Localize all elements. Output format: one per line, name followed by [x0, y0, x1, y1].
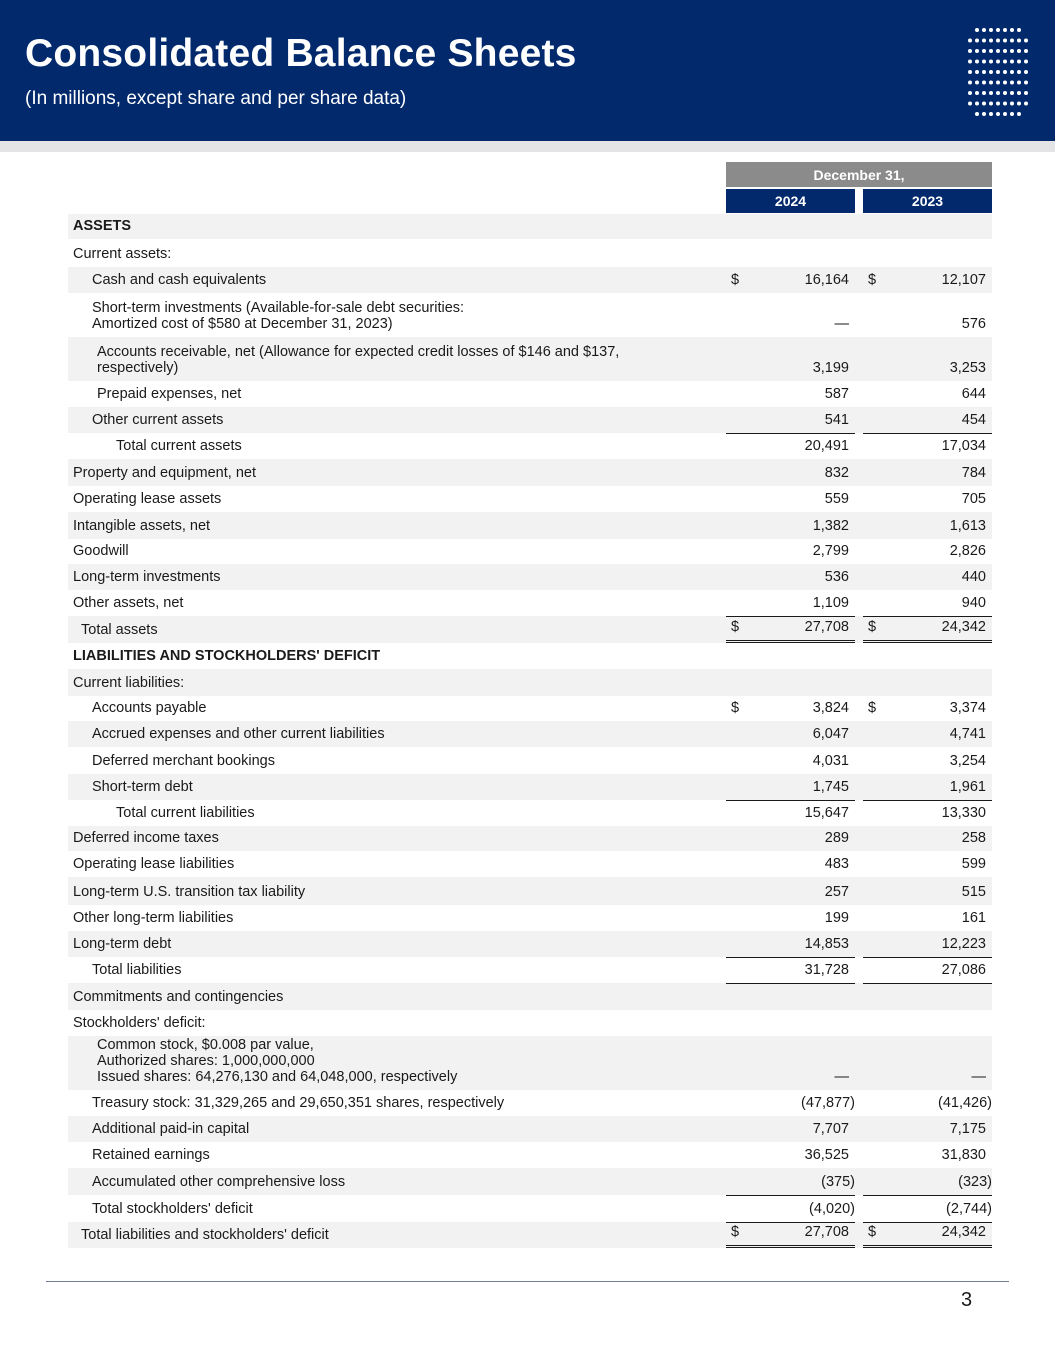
cell-value-2024	[726, 957, 855, 983]
cell-value-2024	[726, 696, 855, 721]
value-2023: 7,175	[949, 1121, 986, 1137]
value-2023: 454	[961, 412, 986, 428]
table-row	[68, 983, 992, 1010]
row-label: Accounts receivable, net (Allowance for expected credit losses of $146 and $137, respectively)	[97, 344, 620, 376]
row-label: Deferred income taxes	[73, 830, 219, 846]
cell-value-2023	[863, 1116, 992, 1142]
currency-2023: $	[868, 700, 877, 716]
row-label: Accrued expenses and other current liabilities	[92, 726, 385, 742]
table-row	[68, 1168, 992, 1195]
currency-2024: $	[731, 272, 740, 288]
value-2024: (4,020)	[809, 1201, 855, 1217]
cell-value-2023	[863, 747, 992, 774]
cell-value-2023	[863, 1010, 992, 1036]
table-row	[68, 721, 992, 747]
value-2024: 1,109	[812, 595, 849, 611]
header-banner	[0, 0, 1055, 141]
row-label: Operating lease assets	[73, 491, 222, 507]
value-2023: 258	[961, 830, 986, 846]
value-2024: 14,853	[804, 936, 849, 952]
row-label: Long-term debt	[73, 936, 172, 952]
cell-value-2023	[863, 696, 992, 721]
value-2024: 3,199	[812, 360, 849, 376]
cell-value-2024	[726, 214, 855, 239]
table-row	[68, 241, 992, 267]
row-label: Accounts payable	[92, 700, 207, 716]
value-2024: (375)	[821, 1174, 855, 1190]
cell-value-2024	[726, 407, 855, 433]
cell-value-2024	[726, 1010, 855, 1036]
table-row	[68, 747, 992, 774]
row-label: ASSETS	[73, 218, 132, 234]
table-row	[68, 1195, 992, 1222]
cell-value-2023	[863, 1090, 992, 1116]
column-header-2024: 2024	[726, 189, 855, 213]
currency-2024: $	[731, 700, 740, 716]
row-label: LIABILITIES AND STOCKHOLDERS' DEFICIT	[73, 648, 381, 664]
value-2023: (2,744)	[946, 1201, 992, 1217]
currency-2024: $	[731, 1224, 740, 1240]
value-2023: 940	[961, 595, 986, 611]
value-2023: 13,330	[941, 805, 986, 821]
value-2023: 3,374	[949, 700, 986, 716]
value-2023: 12,223	[941, 936, 986, 952]
table-row	[68, 407, 992, 433]
cell-value-2024	[726, 459, 855, 486]
value-2024: 587	[824, 386, 849, 402]
value-2024: 3,824	[812, 700, 849, 716]
cell-value-2024	[726, 381, 855, 407]
value-2023: 644	[961, 386, 986, 402]
value-2024: —	[834, 316, 849, 332]
value-2023: 599	[961, 856, 986, 872]
row-label: Total liabilities	[92, 962, 182, 978]
table-row	[68, 800, 992, 826]
row-label: Other long-term liabilities	[73, 910, 234, 926]
value-2023: 2,826	[949, 543, 986, 559]
row-label: Total current assets	[116, 438, 242, 454]
cell-value-2024	[726, 539, 855, 564]
column-header-2023: 2023	[863, 189, 992, 213]
page-subtitle: (In millions, except share and per share data)	[25, 88, 407, 109]
cell-value-2024	[726, 1142, 855, 1168]
table-row	[68, 459, 992, 486]
table-row	[68, 267, 992, 293]
value-2023: 31,830	[941, 1147, 986, 1163]
cell-value-2024	[726, 643, 855, 669]
value-2023: —	[971, 1069, 986, 1085]
column-group-header: December 31,	[726, 162, 992, 187]
value-2023: 1,961	[949, 779, 986, 795]
value-2024: 27,708	[804, 619, 849, 635]
value-2024: 559	[824, 491, 849, 507]
value-2024: 20,491	[804, 438, 849, 454]
cell-value-2023	[863, 877, 992, 905]
cell-value-2024	[726, 1168, 855, 1195]
row-label: Long-term investments	[73, 569, 221, 585]
cell-value-2024	[726, 486, 855, 512]
table-row	[68, 1010, 992, 1036]
value-2024: 541	[824, 412, 849, 428]
value-2023: 12,107	[941, 272, 986, 288]
cell-value-2023	[863, 267, 992, 293]
value-2023: 161	[961, 910, 986, 926]
cell-value-2023	[863, 1142, 992, 1168]
cell-value-2024	[726, 669, 855, 696]
value-2023: 27,086	[941, 962, 986, 978]
cell-value-2023	[863, 564, 992, 590]
row-label: Other assets, net	[73, 595, 184, 611]
cell-value-2023	[863, 407, 992, 433]
table-row	[68, 486, 992, 512]
cell-value-2024	[726, 512, 855, 539]
cell-value-2023	[863, 214, 992, 239]
table-row	[68, 774, 992, 800]
cell-value-2024	[726, 1222, 855, 1248]
value-2023: 784	[961, 465, 986, 481]
currency-2023: $	[868, 272, 877, 288]
row-label: Long-term U.S. transition tax liability	[73, 884, 306, 900]
currency-2023: $	[868, 1224, 877, 1240]
cell-value-2023	[863, 1222, 992, 1248]
value-2024: 483	[824, 856, 849, 872]
table-row	[68, 539, 992, 564]
value-2024: 27,708	[804, 1224, 849, 1240]
cell-value-2023	[863, 1036, 992, 1090]
value-2024: 536	[824, 569, 849, 585]
cell-value-2024	[726, 337, 855, 381]
row-label: Prepaid expenses, net	[97, 386, 242, 402]
cell-value-2023	[863, 957, 992, 983]
cell-value-2023	[863, 1168, 992, 1195]
cell-value-2024	[726, 905, 855, 931]
table-row	[68, 851, 992, 877]
cell-value-2023	[863, 433, 992, 459]
row-label: Total stockholders' deficit	[92, 1201, 253, 1217]
cell-value-2024	[726, 293, 855, 337]
row-label: Goodwill	[73, 543, 129, 559]
value-2024: 1,382	[812, 518, 849, 534]
row-label: Treasury stock: 31,329,265 and 29,650,351 shares, respectively	[92, 1095, 505, 1111]
cell-value-2023	[863, 851, 992, 877]
value-2024: 31,728	[804, 962, 849, 978]
value-2023: 515	[961, 884, 986, 900]
currency-2024: $	[731, 619, 740, 635]
cell-value-2023	[863, 800, 992, 826]
row-label: Commitments and contingencies	[73, 989, 284, 1005]
value-2023: 576	[961, 316, 986, 332]
cell-value-2024	[726, 1116, 855, 1142]
table-row	[68, 564, 992, 590]
header-divider-band	[0, 141, 1055, 152]
cell-value-2024	[726, 800, 855, 826]
table-row	[68, 957, 992, 983]
row-label: Intangible assets, net	[73, 518, 211, 534]
row-label: Current assets:	[73, 246, 172, 262]
row-label: Total assets	[81, 622, 158, 638]
row-label: Accumulated other comprehensive loss	[92, 1174, 346, 1190]
cell-value-2023	[863, 616, 992, 643]
table-row	[68, 1142, 992, 1168]
row-label: Short-term investments (Available-for-sale debt securities: Amortized cost of $580 at December 31, 2023)	[92, 300, 465, 332]
cell-value-2024	[726, 931, 855, 957]
value-2023: 24,342	[941, 1224, 986, 1240]
table-row	[68, 826, 992, 851]
table-row	[68, 931, 992, 957]
cell-value-2024	[726, 983, 855, 1010]
row-label: Common stock, $0.008 par value, Authorized shares: 1,000,000,000 Issued shares: 64,276,130 and 64,048,000, respectively	[97, 1037, 458, 1085]
cell-value-2023	[863, 459, 992, 486]
table-row	[68, 696, 992, 721]
table-row	[68, 337, 992, 381]
value-2024: 15,647	[804, 805, 849, 821]
row-label: Stockholders' deficit:	[73, 1015, 206, 1031]
row-label: Cash and cash equivalents	[92, 272, 267, 288]
value-2024: 7,707	[812, 1121, 849, 1137]
row-label: Property and equipment, net	[73, 465, 256, 481]
value-2024: (47,877)	[800, 1095, 855, 1111]
value-2024: 36,525	[804, 1147, 849, 1163]
value-2023: 440	[961, 569, 986, 585]
table-row	[68, 381, 992, 407]
value-2023: (41,426)	[937, 1095, 992, 1111]
cell-value-2023	[863, 1195, 992, 1222]
cell-value-2023	[863, 293, 992, 337]
row-label: Total current liabilities	[116, 805, 255, 821]
table-row	[68, 643, 992, 669]
cell-value-2024	[726, 774, 855, 800]
cell-value-2023	[863, 590, 992, 616]
value-2024: 2,799	[812, 543, 849, 559]
table-row	[68, 1036, 992, 1090]
cell-value-2024	[726, 241, 855, 267]
row-label: Additional paid-in capital	[92, 1121, 250, 1137]
cell-value-2023	[863, 539, 992, 564]
value-2023: 705	[961, 491, 986, 507]
cell-value-2023	[863, 381, 992, 407]
table-row	[68, 293, 992, 337]
table-row	[68, 590, 992, 616]
table-row	[68, 1116, 992, 1142]
cell-value-2024	[726, 1195, 855, 1222]
cell-value-2024	[726, 721, 855, 747]
value-2024: 1,745	[812, 779, 849, 795]
cell-value-2024	[726, 1090, 855, 1116]
cell-value-2023	[863, 512, 992, 539]
row-label: Short-term debt	[92, 779, 193, 795]
value-2023: 24,342	[941, 619, 986, 635]
value-2024: 289	[824, 830, 849, 846]
currency-2023: $	[868, 619, 877, 635]
row-label: Total liabilities and stockholders' deficit	[81, 1227, 329, 1243]
cell-value-2024	[726, 1036, 855, 1090]
table-row	[68, 905, 992, 931]
cell-value-2023	[863, 643, 992, 669]
value-2024: 4,031	[812, 753, 849, 769]
table-row	[68, 512, 992, 539]
table-row	[68, 669, 992, 696]
cell-value-2023	[863, 931, 992, 957]
value-2023: 4,741	[949, 726, 986, 742]
value-2023: (323)	[958, 1174, 992, 1190]
value-2023: 3,253	[949, 360, 986, 376]
value-2023: 3,254	[949, 753, 986, 769]
page-number: 3	[961, 1289, 973, 1311]
footer-divider	[46, 1281, 1009, 1282]
cell-value-2023	[863, 721, 992, 747]
cell-value-2023	[863, 774, 992, 800]
value-2024: 199	[824, 910, 849, 926]
cell-value-2024	[726, 267, 855, 293]
cell-value-2024	[726, 564, 855, 590]
value-2023: 1,613	[949, 518, 986, 534]
table-row	[68, 1090, 992, 1116]
cell-value-2023	[863, 905, 992, 931]
cell-value-2024	[726, 747, 855, 774]
table-row	[68, 433, 992, 459]
row-label: Deferred merchant bookings	[92, 753, 275, 769]
table-row	[68, 877, 992, 905]
value-2023: 17,034	[941, 438, 986, 454]
cell-value-2024	[726, 826, 855, 851]
cell-value-2024	[726, 433, 855, 459]
value-2024: 16,164	[804, 272, 849, 288]
cell-value-2024	[726, 616, 855, 643]
cell-value-2024	[726, 851, 855, 877]
table-row	[68, 214, 992, 239]
cell-value-2024	[726, 590, 855, 616]
cell-value-2023	[863, 241, 992, 267]
value-2024: 6,047	[812, 726, 849, 742]
row-label: Other current assets	[92, 412, 224, 428]
cell-value-2024	[726, 877, 855, 905]
row-label: Current liabilities:	[73, 675, 185, 691]
table-row	[68, 1222, 992, 1248]
cell-value-2023	[863, 486, 992, 512]
value-2024: —	[834, 1069, 849, 1085]
row-label: Operating lease liabilities	[73, 856, 235, 872]
table-row	[68, 616, 992, 643]
cell-value-2023	[863, 983, 992, 1010]
value-2024: 257	[824, 884, 849, 900]
cell-value-2023	[863, 337, 992, 381]
dot-grid-decoration-icon	[966, 26, 1030, 116]
value-2024: 832	[824, 465, 849, 481]
page-title: Consolidated Balance Sheets	[25, 32, 577, 75]
row-label: Retained earnings	[92, 1147, 210, 1163]
cell-value-2023	[863, 669, 992, 696]
cell-value-2023	[863, 826, 992, 851]
